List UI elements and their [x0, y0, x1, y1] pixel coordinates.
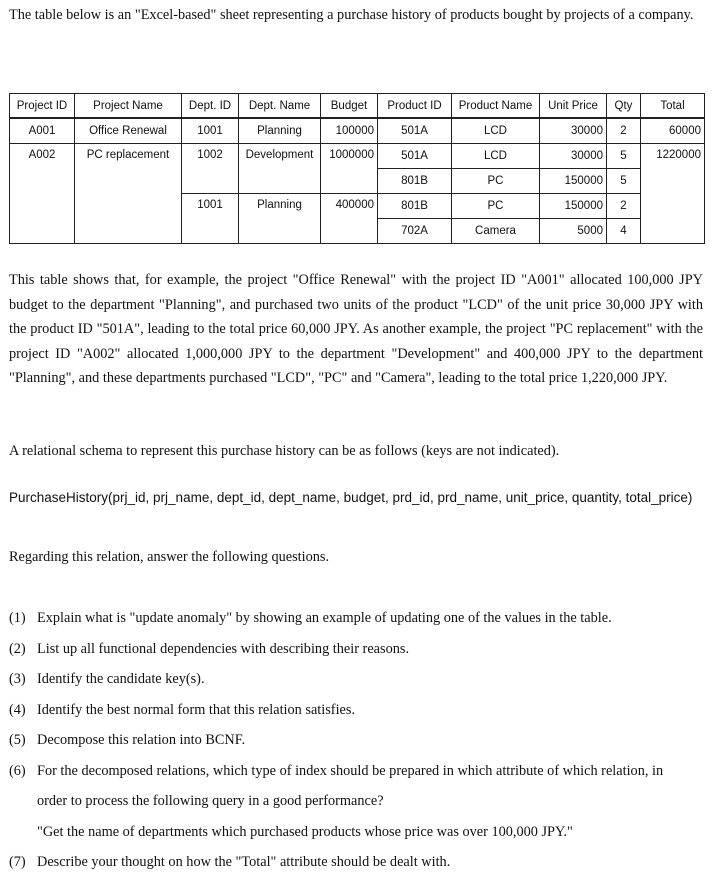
- cell: 2: [607, 194, 641, 219]
- col-header: Dept. ID: [182, 94, 239, 119]
- cell: 400000: [321, 194, 378, 244]
- cell: 1000000: [321, 144, 378, 194]
- intro-paragraph: The table below is an "Excel-based" sheet representing a purchase history of products bought by projects of a company.: [9, 7, 694, 23]
- cell: A001: [10, 118, 75, 144]
- question-item: (1) Explain what is "update anomaly" by showing an example of updating one of the values in the table.: [9, 610, 612, 626]
- cell: Planning: [239, 194, 321, 244]
- question-item: (4) Identify the best normal form that this relation satisfies.: [9, 701, 356, 718]
- cell: 5000: [540, 219, 607, 244]
- question-list: [9, 603, 663, 878]
- col-header: Project ID: [10, 94, 75, 119]
- col-header: Project Name: [75, 94, 182, 119]
- schema-intro: A relational schema to represent this purchase history can be as follows (keys are not indicated).: [9, 443, 560, 459]
- question-item: (7) Describe your thought on how the "Total" attribute should be dealt with.: [9, 854, 451, 870]
- cell: 801B: [378, 169, 452, 194]
- cell: PC: [452, 194, 540, 219]
- question-item: (5) Decompose this relation into BCNF.: [9, 732, 246, 748]
- cell: LCD: [452, 118, 540, 144]
- cell: 5: [607, 144, 641, 169]
- question-item: (6) For the decomposed relations, which type of index should be prepared in which attribute of which relation, in order to process the following query in a good performance? "Get the name of departments which purchased products whose price was over 100,000 JPY.": [9, 756, 663, 848]
- cell: 4: [607, 219, 641, 244]
- cell: 1001: [182, 118, 239, 144]
- cell: 501A: [378, 144, 452, 169]
- col-header: Product Name: [452, 94, 540, 119]
- cell: 2: [607, 118, 641, 144]
- purchase-history-table: [9, 93, 705, 244]
- cell: 501A: [378, 118, 452, 144]
- col-header: Qty: [607, 94, 641, 119]
- cell: LCD: [452, 144, 540, 169]
- table-row: [10, 144, 705, 169]
- query-text: "Get the name of departments which purchased products whose price was over 100,000 JPY.": [37, 823, 573, 840]
- cell: 150000: [540, 194, 607, 219]
- table-row: [10, 118, 705, 144]
- cell: Camera: [452, 219, 540, 244]
- col-header: Total: [641, 94, 705, 119]
- question-item: (2) List up all functional dependencies with describing their reasons.: [9, 640, 410, 657]
- cell: 1001: [182, 194, 239, 244]
- col-header: Budget: [321, 94, 378, 119]
- col-header: Product ID: [378, 94, 452, 119]
- cell: 30000: [540, 118, 607, 144]
- cell: 1002: [182, 144, 239, 194]
- col-header: Unit Price: [540, 94, 607, 119]
- cell: A002: [10, 144, 75, 244]
- cell: 30000: [540, 144, 607, 169]
- cell: 801B: [378, 194, 452, 219]
- cell: Development: [239, 144, 321, 194]
- cell: PC: [452, 169, 540, 194]
- cell: 100000: [321, 118, 378, 144]
- cell: Office Renewal: [75, 118, 182, 144]
- cell: PC replacement: [75, 144, 182, 244]
- explanation-paragraph: This table shows that, for example, the project "Office Renewal" with the project ID "A001" allocated 100,000 JPY budget to the department "Planning", and purchased two units of the product "LCD" of the unit price 30,000 JPY with the product ID "501A", leading to the total price 60,000 JPY. As another example, the project "PC replacement" with the project ID "A002" allocated 1,000,000 JPY to the department "Development" and 400,000 JPY to the department "Planning", and these departments purchased "LCD", "PC" and "Camera", leading to the total price 1,220,000 JPY.: [9, 272, 703, 386]
- cell: 150000: [540, 169, 607, 194]
- relational-schema: PurchaseHistory(prj_id, prj_name, dept_id, dept_name, budget, prd_id, prd_name, unit_price, quantity, total_price): [9, 490, 693, 505]
- cell: 60000: [641, 118, 705, 144]
- cell: 1220000: [641, 144, 705, 244]
- question-item: (3) Identify the candidate key(s).: [9, 671, 205, 687]
- questions-intro: Regarding this relation, answer the following questions.: [9, 549, 330, 565]
- cell: Planning: [239, 118, 321, 144]
- table-header-row: [10, 94, 705, 119]
- cell: 5: [607, 169, 641, 194]
- cell: 702A: [378, 219, 452, 244]
- col-header: Dept. Name: [239, 94, 321, 119]
